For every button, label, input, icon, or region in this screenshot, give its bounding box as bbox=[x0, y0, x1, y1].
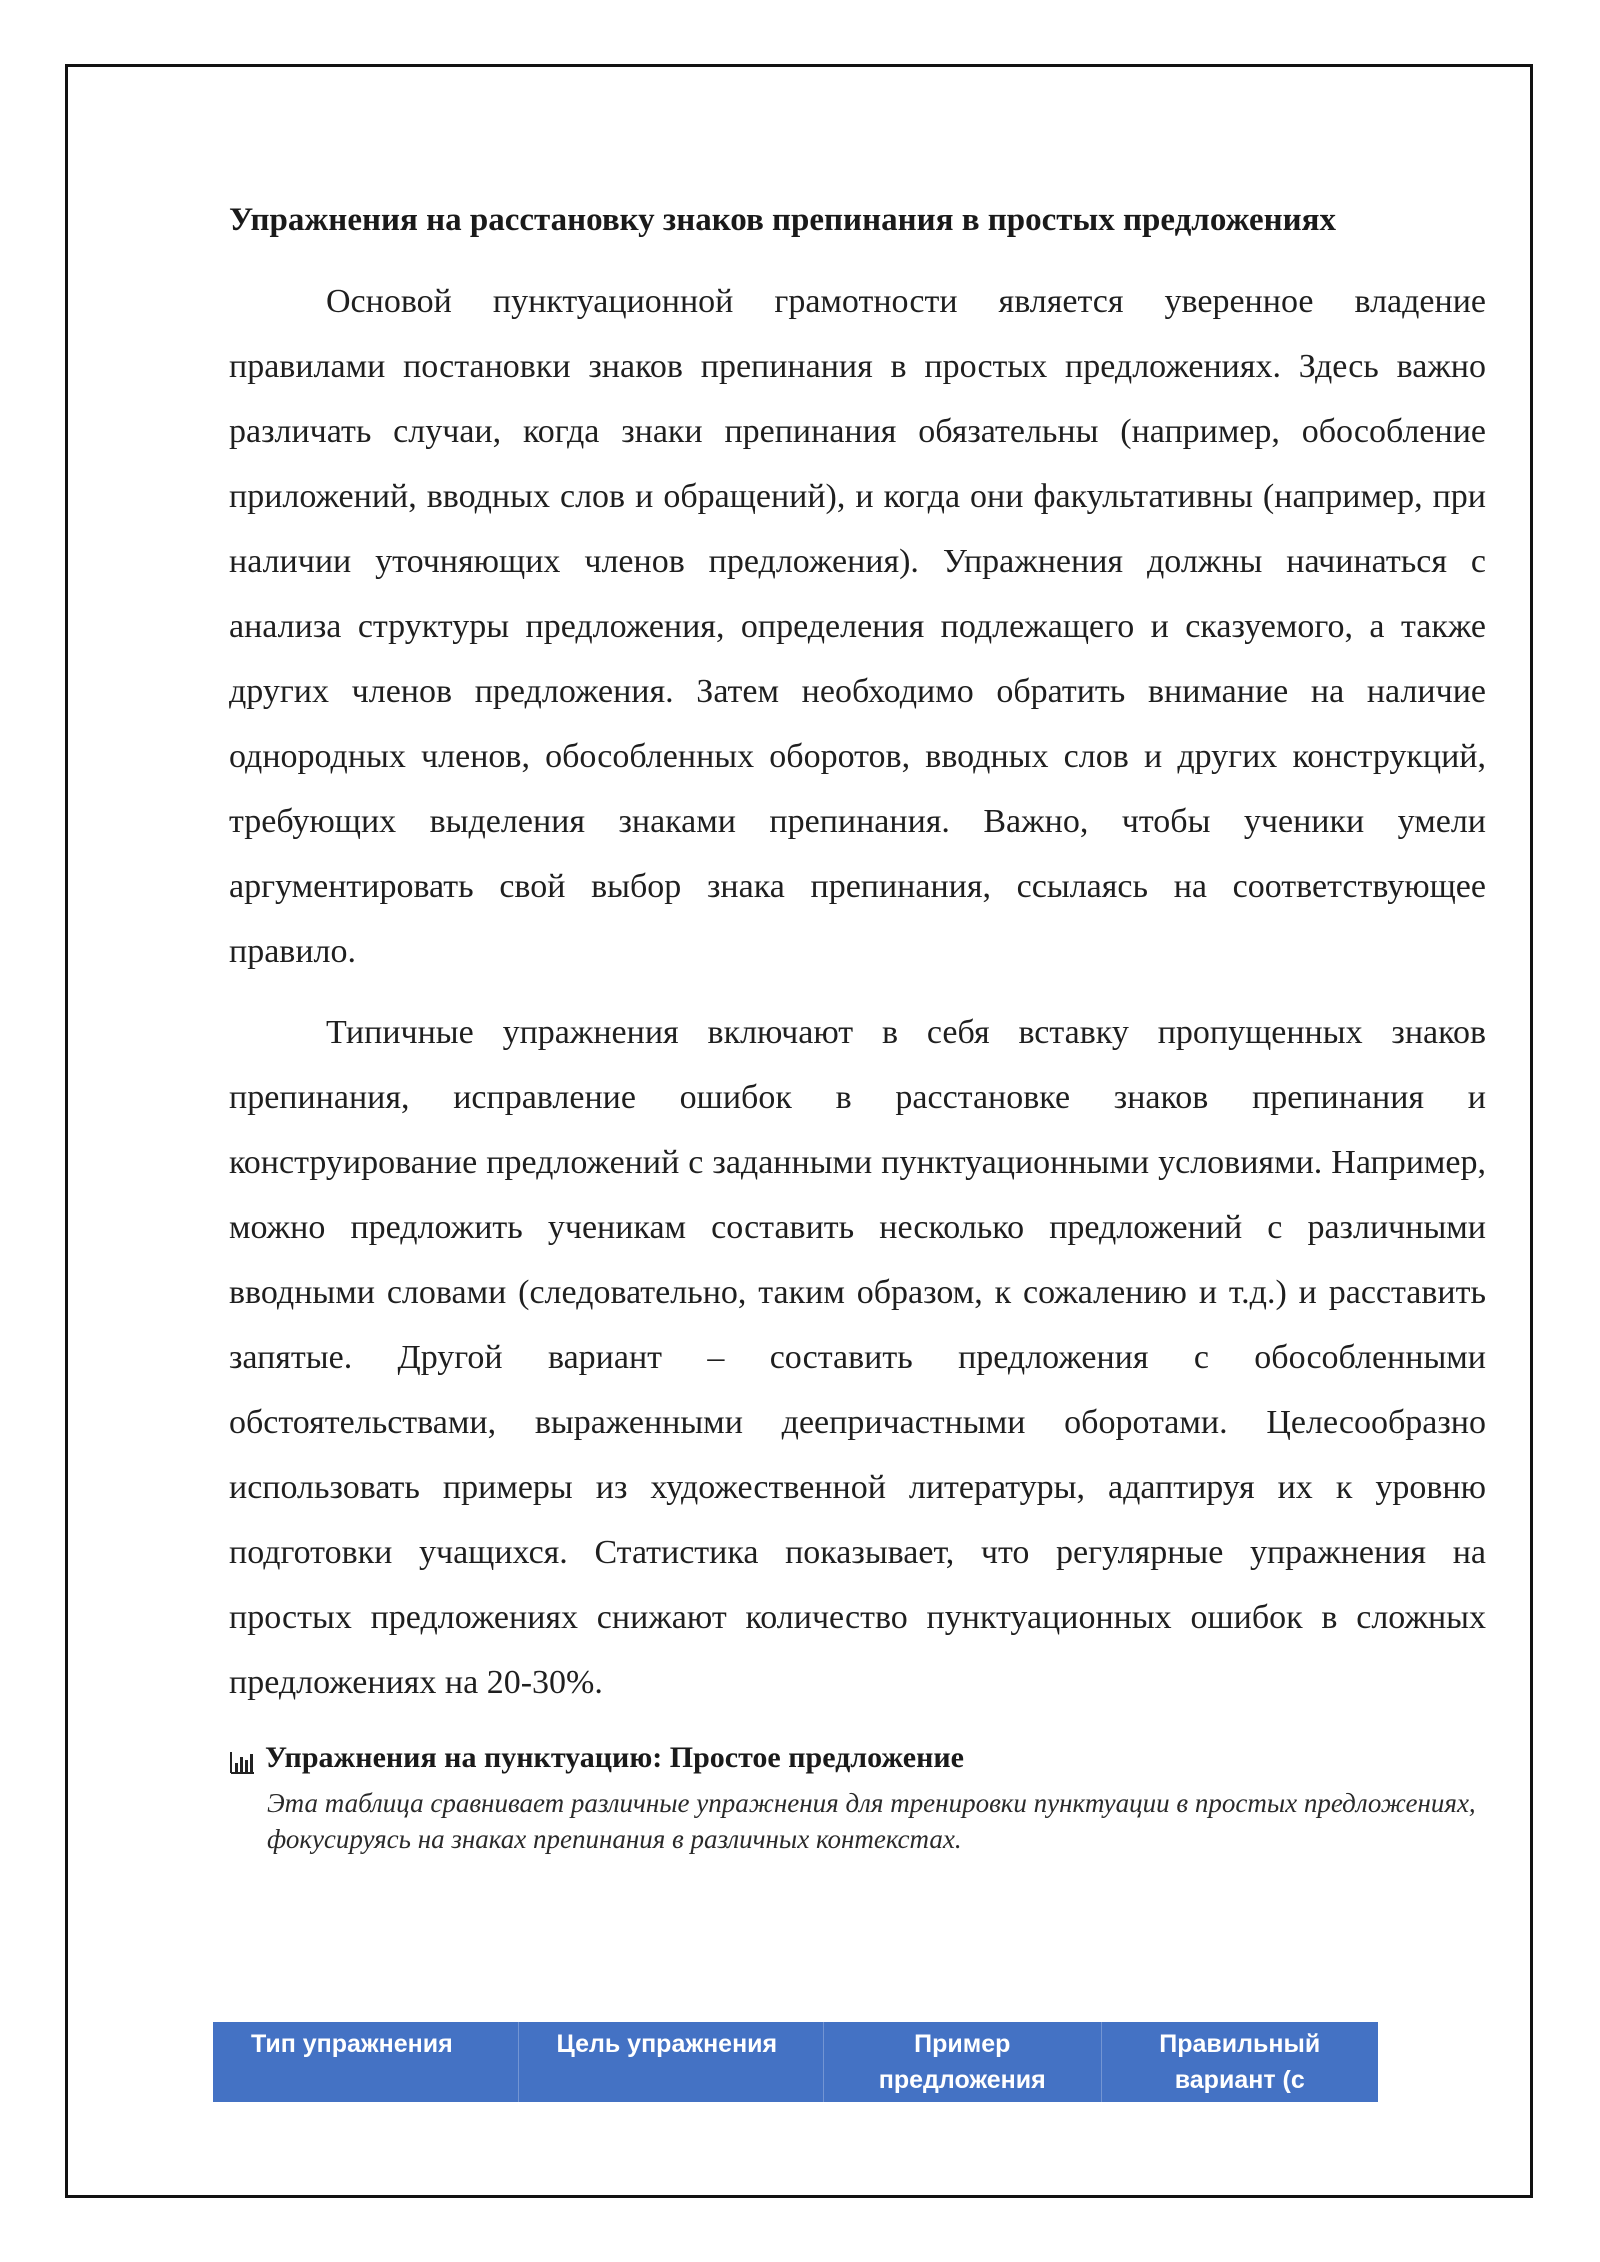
column-header-exercise-goal: Цель упражнения bbox=[519, 2022, 825, 2102]
column-header-example-sentence: Пример предложения bbox=[824, 2022, 1102, 2102]
table-description: Эта таблица сравнивает различные упражнения для тренировки пунктуации в простых предложениях, фокусируясь на знаках препинания в различных контекстах. bbox=[267, 1788, 1476, 1854]
bar-chart-icon bbox=[229, 1745, 255, 1771]
table-caption bbox=[229, 1737, 1486, 1779]
table-title: Упражнения на пунктуацию: Простое предложение bbox=[265, 1741, 964, 1774]
column-header-exercise-type: Тип упражнения bbox=[213, 2022, 519, 2102]
paragraph-1: Основой пунктуационной грамотности является уверенное владение правилами постановки знаков препинания в простых предложениях. Здесь важно различать случаи, когда знаки препинания обязательны (например, обособление приложений, вводных слов и обращений), и когда они факультативны (например, при наличии уточняющих членов предложения). Упражнения должны начинаться с анализа структуры предложения, определения подлежащего и сказуемого, а также других членов предложения. Затем необходимо обратить внимание на наличие однородных членов, обособленных оборотов, вводных слов и других конструкций, требующих выделения знаками препинания. Важно, чтобы ученики умели аргументировать свой выбор знака препинания, ссылаясь на соответствующее правило. bbox=[229, 283, 1486, 970]
section-heading: Упражнения на расстановку знаков препинания в простых предложениях bbox=[229, 202, 1337, 238]
column-header-correct-variant: Правильный вариант (с bbox=[1159, 2030, 1321, 2094]
paragraph-2: Типичные упражнения включают в себя вставку пропущенных знаков препинания, исправление ошибок в расстановке знаков препинания и конструирование предложений с заданными пунктуационными условиями. Например, можно предложить ученикам составить несколько предложений с различными вводными словами (следовательно, таким образом, к сожалению и т.д.) и расставить запятые. Другой вариант – составить предложения с обособленными обстоятельствами, выраженными деепричастными оборотами. Целесообразно использовать примеры из художественной литературы, адаптируя их к уровню подготовки учащихся. Статистика показывает, что регулярные упражнения на простых предложениях снижают количество пунктуационных ошибок в сложных предложениях на 20-30%. bbox=[229, 1014, 1486, 1701]
table-header-row bbox=[213, 2022, 1378, 2102]
page-content bbox=[229, 196, 1486, 1857]
